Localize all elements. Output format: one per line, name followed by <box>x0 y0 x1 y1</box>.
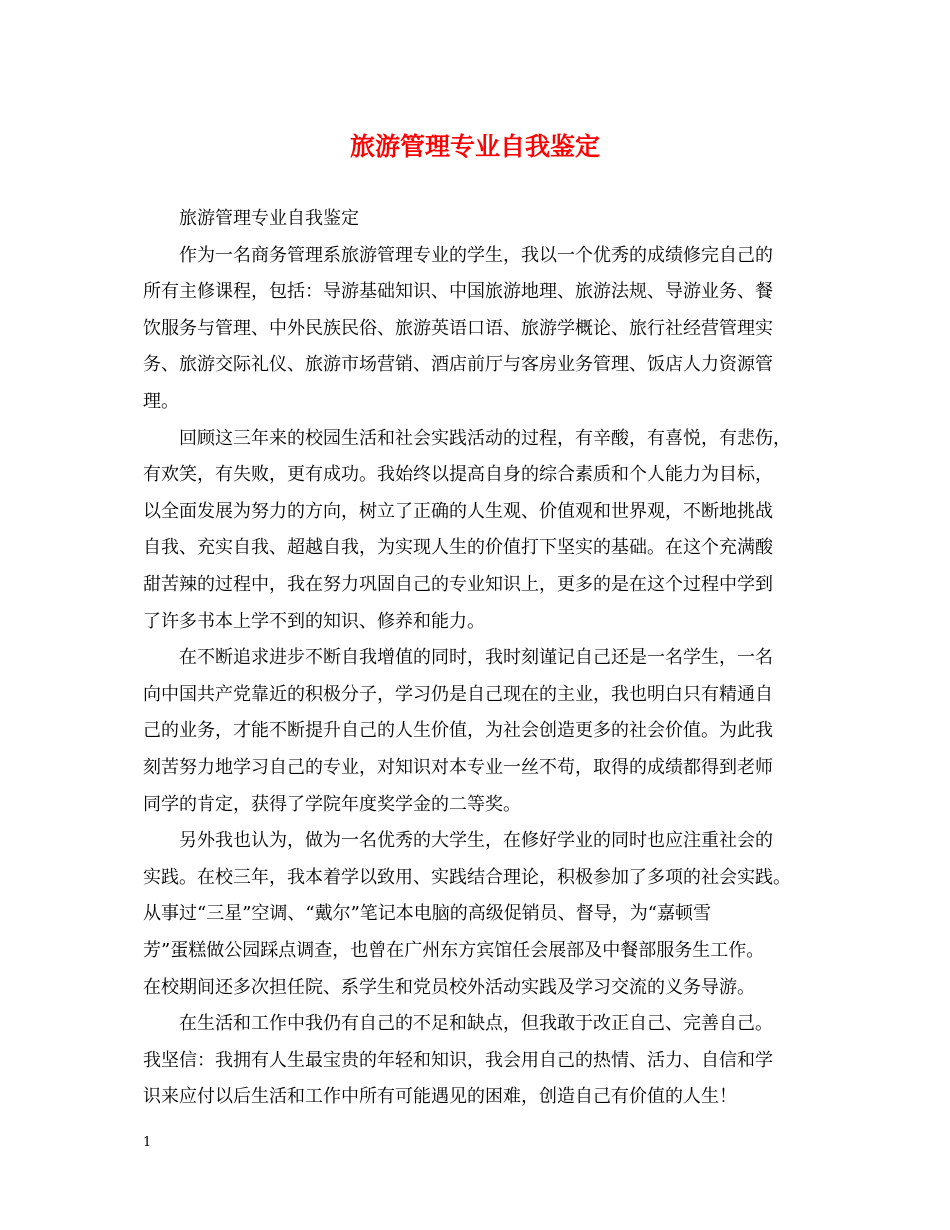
body-text-line: 了许多书本上学不到的知识、修养和能力。 <box>143 610 485 632</box>
body-text-line: 饮服务与管理、中外民族民俗、旅游英语口语、旅游学概论、旅行社经营管理实 <box>143 317 773 339</box>
body-text-line: 务、旅游交际礼仪、旅游市场营销、酒店前厅与客房业务管理、饭店人力资源管 <box>143 354 773 376</box>
body-text-line: 向中国共产党靠近的积极分子，学习仍是自己现在的主业，我也明白只有精通自 <box>143 683 773 705</box>
body-text-line: 理。 <box>143 391 179 412</box>
body-text-line: 自我、充实自我、超越自我，为实现人生的价值打下坚实的基础。在这个充满酸 <box>143 537 773 559</box>
body-text-line: 有欢笑，有失败，更有成功。我始终以提高自身的综合素质和个人能力为目标， <box>143 464 773 486</box>
body-text-line: 回顾这三年来的校园生活和社会实践活动的过程，有辛酸，有喜悦，有悲伤， <box>179 427 791 449</box>
body-text-line: 所有主修课程，包括：导游基础知识、中国旅游地理、旅游法规、导游业务、餐 <box>143 281 773 303</box>
document-title: 旅游管理专业自我鉴定 <box>349 132 600 161</box>
body-text-line: 刻苦努力地学习自己的专业，对知识对本专业一丝不苟，取得的成绩都得到老师 <box>143 757 773 778</box>
body-text-line: 实践。在校三年，我本着学以致用、实践结合理论，积极参加了多项的社会实践。 <box>143 866 791 888</box>
body-text-line: 以全面发展为努力的方向，树立了正确的人生观、价值观和世界观，不断地挑战 <box>143 500 773 522</box>
body-text-line: 我坚信：我拥有人生最宝贵的年轻和知识，我会用自己的热情、活力、自信和学 <box>143 1049 773 1071</box>
body-text-line: 己的业务，才能不断提升自己的人生价值，为社会创造更多的社会价值。为此我 <box>143 720 773 742</box>
body-text-line: 作为一名商务管理系旅游管理专业的学生，我以一个优秀的成绩修完自己的 <box>179 244 773 266</box>
body-text-line: 甜苦辣的过程中，我在努力巩固自己的专业知识上，更多的是在这个过程中学到 <box>143 574 773 595</box>
body-text-line: 识来应付以后生活和工作中所有可能遇见的困难，创造自己有价值的人生！ <box>143 1086 737 1108</box>
body-text-line: 旅游管理专业自我鉴定 <box>179 208 359 229</box>
body-text-line: 芳”蛋糕做公园踩点调查，也曾在广州东方宾馆任会展部及中餐部服务生工作。 <box>143 940 765 961</box>
body-text-line: 在校期间还多次担任院、系学生和党员校外活动实践及学习交流的义务导游。 <box>143 976 755 998</box>
body-text-line: 同学的肯定，获得了学院年度奖学金的二等奖。 <box>143 793 521 815</box>
body-text-line: 在生活和工作中我仍有自己的不足和缺点，但我敢于改正自己、完善自己。 <box>179 1013 773 1035</box>
body-text-line: 从事过“三星”空调、“戴尔”笔记本电脑的高级促销员、督导，为“嘉顿雪 <box>143 903 712 925</box>
page-number: 1 <box>143 1135 152 1150</box>
body-text-line: 另外我也认为，做为一名优秀的大学生，在修好学业的同时也应注重社会的 <box>179 830 773 852</box>
body-text-line: 在不断追求进步不断自我增值的同时，我时刻谨记自己还是一名学生，一名 <box>179 647 773 669</box>
